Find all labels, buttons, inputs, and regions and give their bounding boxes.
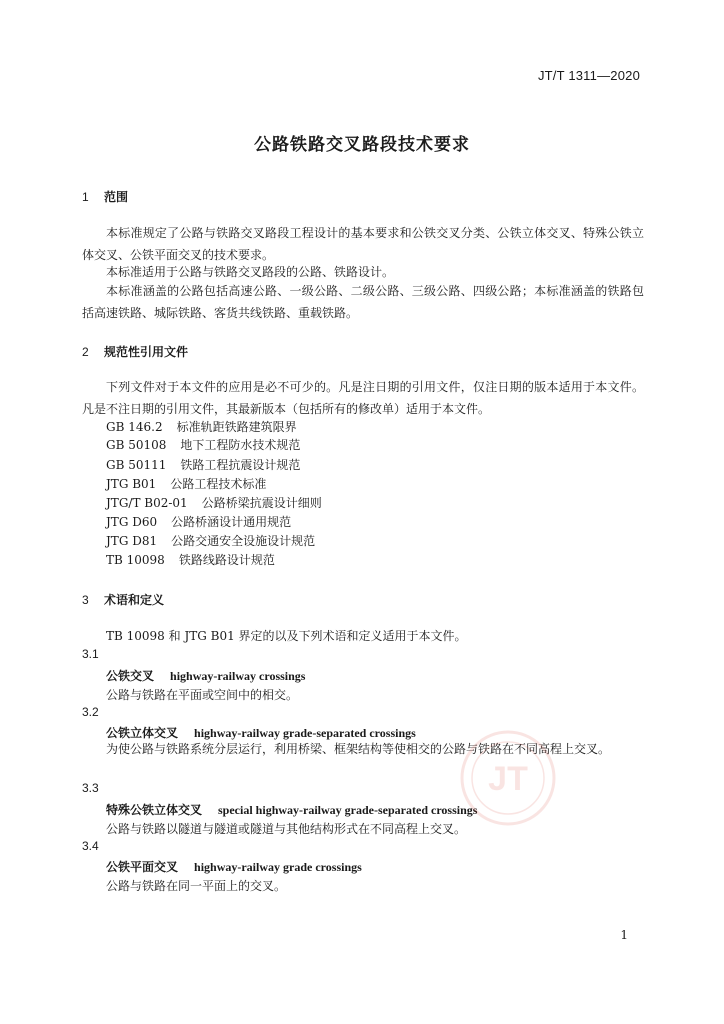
reference-code: TB 10098 bbox=[106, 553, 165, 567]
reference-title: 公路桥涵设计通用规范 bbox=[171, 515, 292, 529]
reference-title: 公路桥梁抗震设计细则 bbox=[201, 496, 322, 510]
reference-code: JTG D60 bbox=[106, 515, 158, 529]
term-en: highway-railway grade-separated crossings bbox=[194, 726, 416, 740]
references-intro: 下列文件对于本文件的应用是必不可少的。凡是注日期的引用文件，仅注日期的版本适用于本文件。凡是不注日期的引用文件，其最新版本（包括所有的修改单）适用于本文件。 bbox=[82, 380, 644, 416]
reference-item bbox=[106, 475, 266, 492]
term-zh: 公铁立体交叉 bbox=[106, 726, 179, 740]
term-definition: 公路与铁路以隧道与隧道或隧道与其他结构形式在不同高程上交叉。 bbox=[106, 822, 467, 836]
reference-title: 标准轨距铁路建筑限界 bbox=[176, 420, 297, 434]
section-title: 规范性引用文件 bbox=[104, 345, 189, 359]
term-entry bbox=[106, 858, 362, 875]
reference-code: GB 146.2 bbox=[106, 420, 163, 434]
document-id: JT/T 1311—2020 bbox=[537, 68, 640, 83]
section-2-heading bbox=[82, 343, 188, 360]
reference-title: 铁路工程抗震设计规范 bbox=[180, 458, 301, 472]
reference-item bbox=[106, 532, 315, 549]
scope-paragraph-3: 本标准涵盖的公路包括高速公路、一级公路、二级公路、三级公路、四级公路；本标准涵盖的铁路包括高速铁路、城际铁路、客货共线铁路、重载铁路。 bbox=[82, 284, 644, 320]
term-en: highway-railway grade crossings bbox=[194, 860, 362, 874]
term-definition: 为使公路与铁路系统分层运行，利用桥梁、框架结构等使相交的公路与铁路在不同高程上交叉。 bbox=[106, 742, 611, 756]
term-zh: 特殊公铁立体交叉 bbox=[106, 803, 203, 817]
terms-intro: TB 10098 和 JTG B01 界定的以及下列术语和定义适用于本文件。 bbox=[106, 629, 467, 643]
section-3-heading bbox=[82, 591, 164, 608]
reference-title: 公路工程技术标准 bbox=[170, 477, 267, 491]
term-zh: 公铁交叉 bbox=[106, 669, 155, 683]
reference-item bbox=[106, 551, 275, 568]
section-title: 术语和定义 bbox=[104, 593, 165, 607]
section-number: 1 bbox=[82, 190, 89, 204]
clause-number: 3.1 bbox=[82, 647, 99, 661]
svg-text:JT: JT bbox=[488, 760, 528, 798]
clause-number: 3.3 bbox=[82, 781, 99, 795]
section-title: 范围 bbox=[104, 190, 129, 204]
term-definition: 公路与铁路在同一平面上的交叉。 bbox=[106, 879, 287, 893]
clause-number: 3.4 bbox=[82, 839, 99, 853]
jt-seal-watermark bbox=[458, 728, 558, 828]
reference-item bbox=[106, 436, 300, 453]
reference-title: 铁路线路设计规范 bbox=[178, 553, 275, 567]
page-title: 公路铁路交叉路段技术要求 bbox=[254, 135, 470, 155]
term-zh: 公铁平面交叉 bbox=[106, 860, 179, 874]
section-1-heading bbox=[82, 188, 128, 205]
page-number: 1 bbox=[620, 928, 628, 942]
reference-item bbox=[106, 456, 300, 473]
section-number: 2 bbox=[82, 345, 89, 359]
term-definition: 公路与铁路在平面或空间中的相交。 bbox=[106, 688, 299, 702]
reference-item bbox=[106, 494, 322, 511]
scope-paragraph-1: 本标准规定了公路与铁路交叉路段工程设计的基本要求和公铁交叉分类、公铁立体交叉、特殊公铁立体交叉、公铁平面交叉的技术要求。 bbox=[82, 226, 644, 262]
section-number: 3 bbox=[82, 593, 89, 607]
reference-item bbox=[106, 418, 297, 435]
reference-code: GB 50108 bbox=[106, 438, 167, 452]
reference-title: 地下工程防水技术规范 bbox=[180, 438, 301, 452]
reference-item bbox=[106, 513, 291, 530]
reference-code: JTG/T B02-01 bbox=[106, 496, 188, 510]
term-en: highway-railway crossings bbox=[170, 669, 306, 683]
reference-code: GB 50111 bbox=[106, 458, 167, 472]
clause-number: 3.2 bbox=[82, 705, 99, 719]
reference-title: 公路交通安全设施设计规范 bbox=[171, 534, 316, 548]
term-entry bbox=[106, 667, 305, 684]
reference-code: JTG B01 bbox=[106, 477, 157, 491]
term-entry bbox=[106, 801, 477, 818]
term-en: special highway-railway grade-separated crossings bbox=[218, 803, 478, 817]
reference-code: JTG D81 bbox=[106, 534, 158, 548]
scope-paragraph-2: 本标准适用于公路与铁路交叉路段的公路、铁路设计。 bbox=[106, 265, 395, 279]
